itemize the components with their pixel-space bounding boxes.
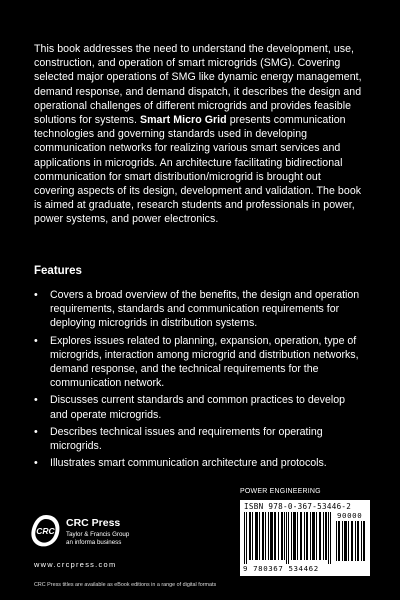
subject-category: POWER ENGINEERING bbox=[240, 488, 321, 495]
feature-item bbox=[34, 456, 364, 470]
logo-letters: CRC bbox=[36, 526, 55, 536]
ebook-note: CRC Press titles are available as eBook editions in a range of digital formats bbox=[34, 582, 217, 588]
feature-text: Illustrates smart communication architecture and protocols. bbox=[50, 457, 327, 470]
price-barcode-icon bbox=[336, 521, 366, 561]
bullet-icon: • bbox=[34, 457, 38, 470]
bullet-icon: • bbox=[34, 425, 38, 438]
crc-press-logo-icon bbox=[30, 513, 62, 549]
feature-text: Discusses current standards and common practices to develop and operate microgrids. bbox=[50, 394, 346, 421]
book-description bbox=[34, 42, 364, 227]
ean-barcode-icon bbox=[244, 512, 332, 564]
features-heading: Features bbox=[34, 265, 82, 277]
description-part-2: presents communication technologies and governing standards used in developing communication networks for realizing various smart services and applications in microgrids. An architecture facilitating bidirectional communication for smart distribution/microgrid is brought out covering aspects of its design, development and validation. The book is aimed at graduate, research students and professionals in power, power systems, and power electronics. bbox=[34, 114, 362, 226]
description-part-1: This book addresses the need to understand the development, use, construction, and operation of smart microgrids (SMG). Covering selected major operations of SMG like dynamic energy management, demand response, and demand dispatch, it describes the design and operational challenges of different microgrids and provides feasible solutions for systems. bbox=[34, 43, 362, 127]
isbn-barcode bbox=[240, 500, 370, 576]
feature-text: Explores issues related to planning, expansion, operation, type of microgrids, interaction among microgrid and distribution networks, demand response, and the technical requirements for the communication network. bbox=[50, 334, 359, 390]
feature-text: Covers a broad overview of the benefits, the design and operation requirements, standards and communication requirements for deploying microgrids in distribution systems. bbox=[50, 289, 360, 330]
feature-item bbox=[34, 334, 364, 391]
feature-item bbox=[34, 393, 364, 421]
publisher-website: www.crcpress.com bbox=[34, 560, 117, 569]
publisher-group: Taylor & Francis Group bbox=[66, 531, 130, 538]
bullet-icon: • bbox=[34, 394, 38, 407]
bullet-icon: • bbox=[34, 289, 38, 301]
publisher-business: an informa business bbox=[66, 539, 122, 546]
book-title-inline: Smart Micro Grid bbox=[139, 114, 227, 127]
bullet-icon: • bbox=[34, 334, 38, 347]
feature-text: Describes technical issues and requirements for operating microgrids. bbox=[50, 425, 323, 453]
feature-item bbox=[34, 288, 364, 331]
ean-digits: 9 780367 534462 bbox=[243, 564, 319, 573]
isbn-text: ISBN 978-0-367-53446-2 bbox=[244, 502, 352, 511]
features-list bbox=[34, 288, 364, 473]
feature-item bbox=[34, 425, 364, 453]
publisher-name: CRC Press bbox=[66, 517, 121, 529]
price-code: 90000 bbox=[337, 511, 363, 520]
